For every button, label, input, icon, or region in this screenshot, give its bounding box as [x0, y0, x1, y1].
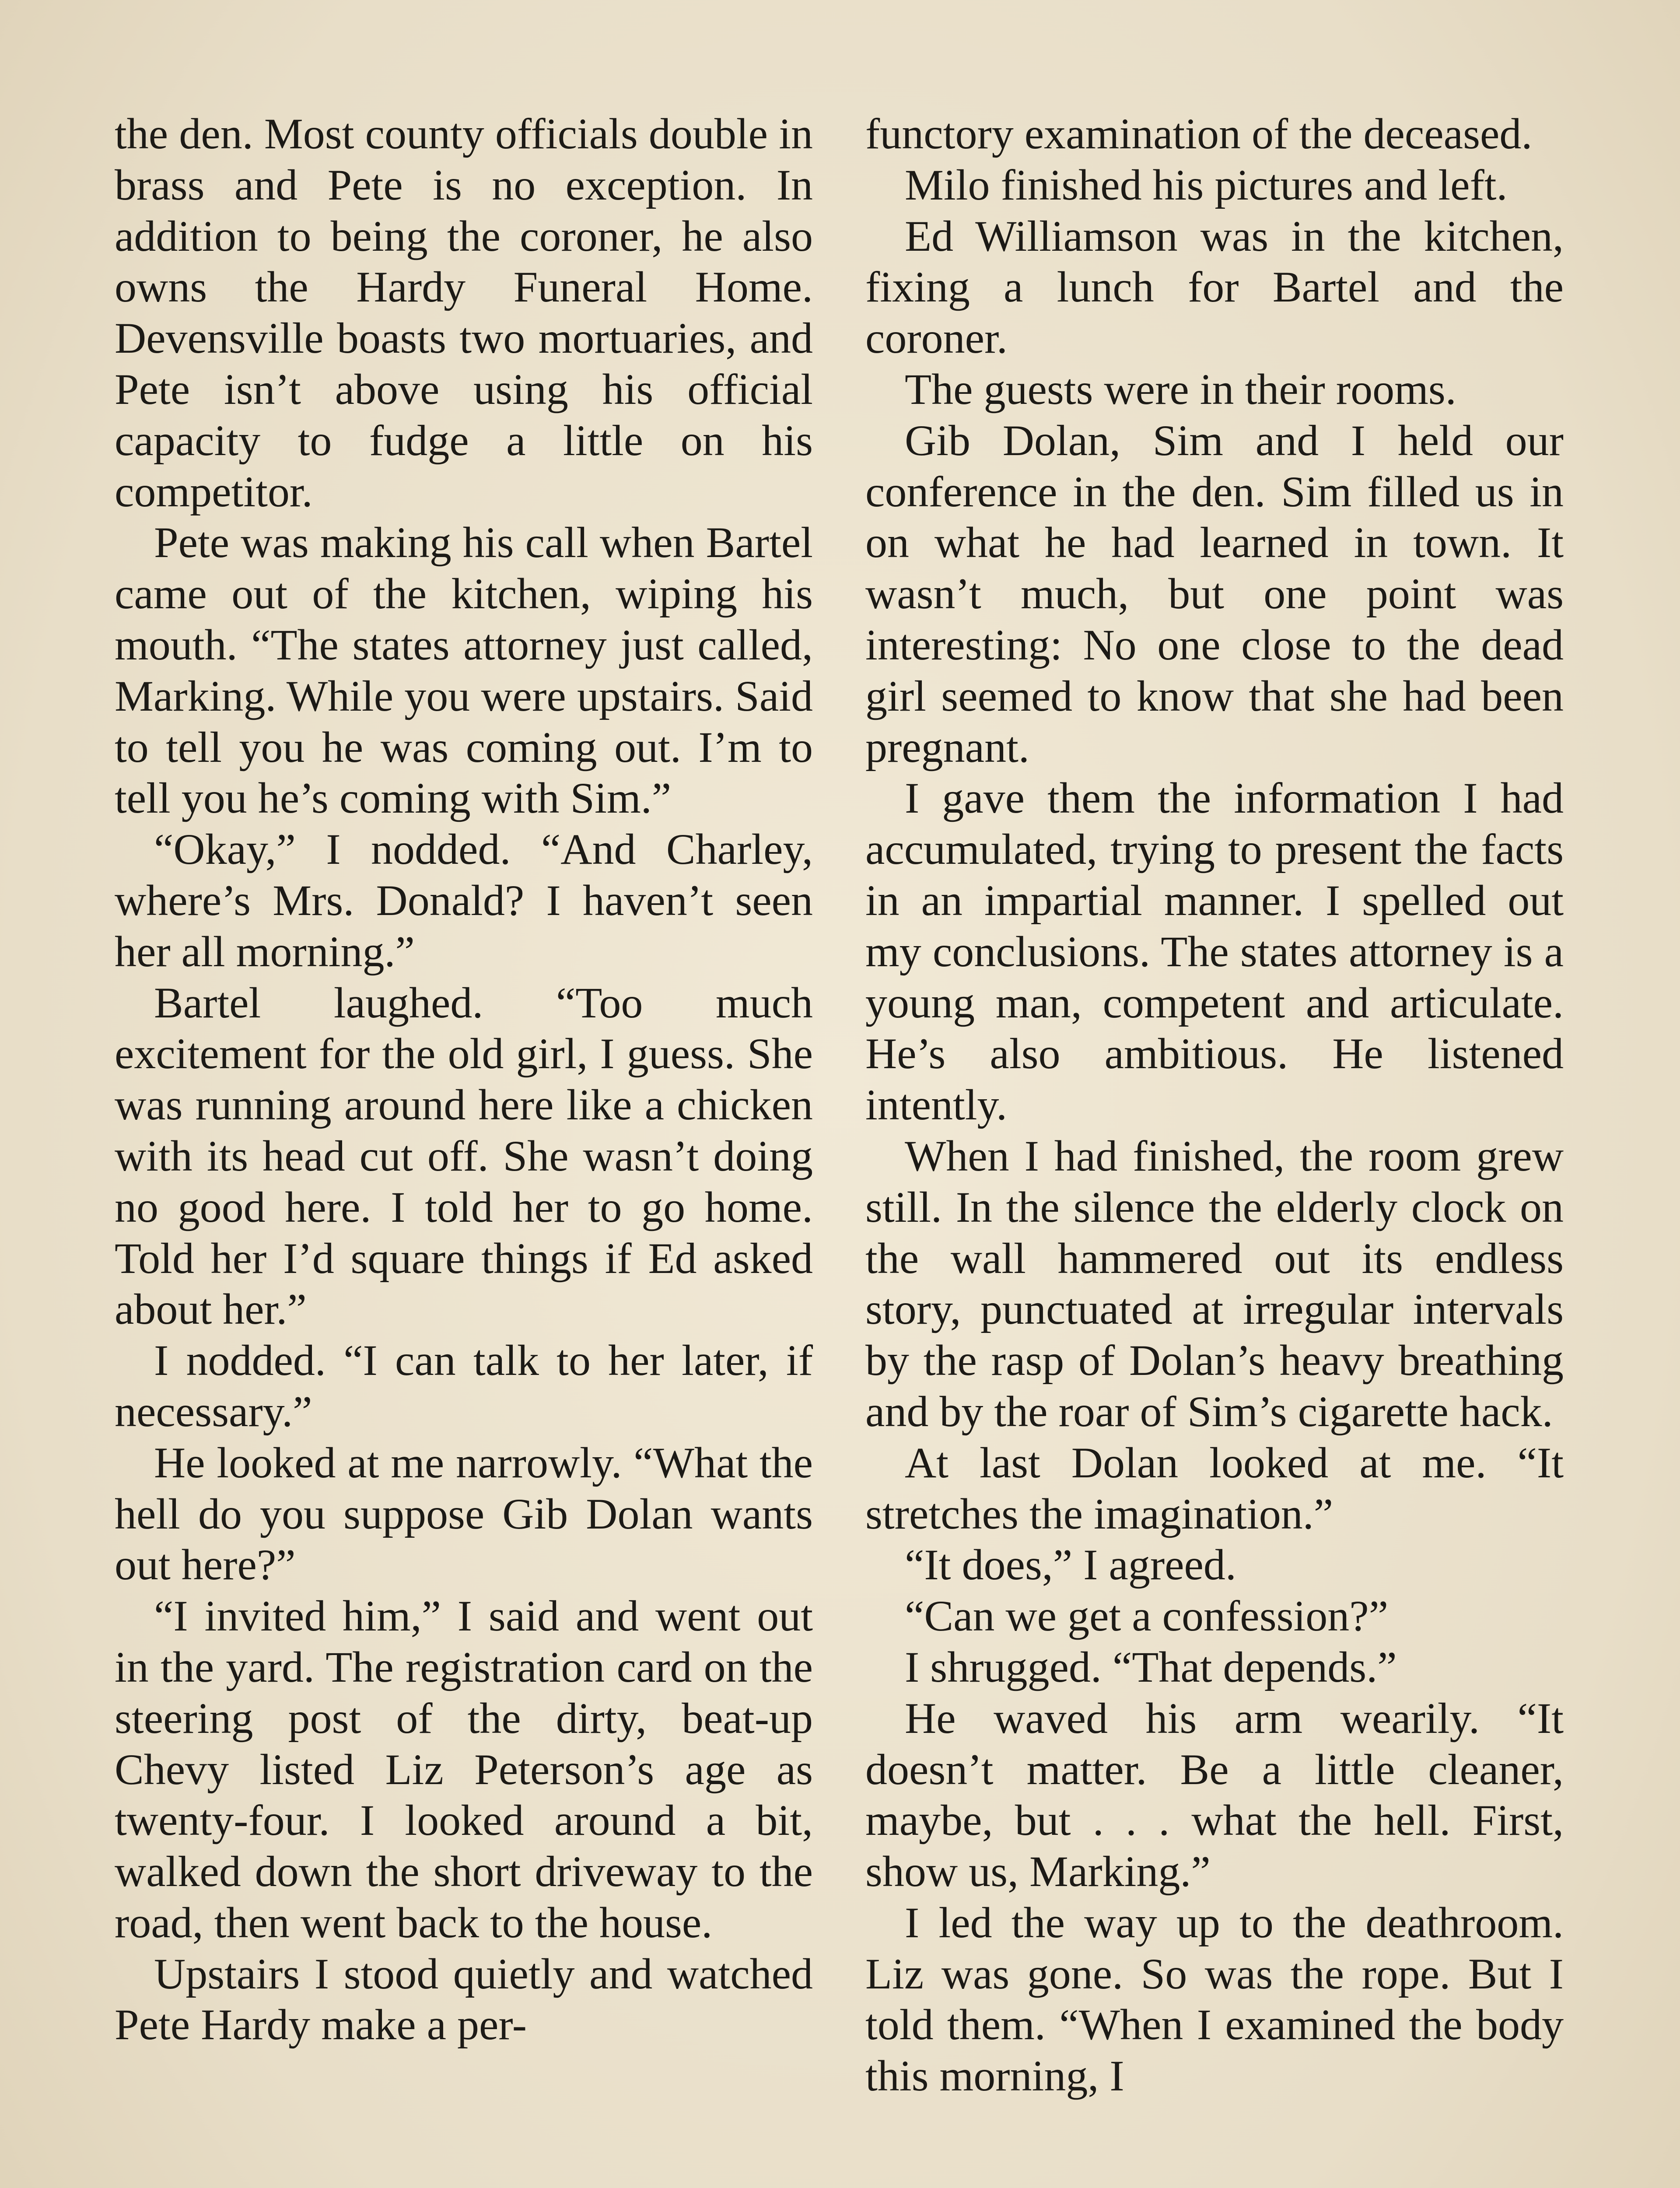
paragraph: He looked at me narrowly. “What the hell do you suppose Gib Dolan wants out here?” [115, 1438, 813, 1589]
paragraph: Gib Dolan, Sim and I held our conference in the den. Sim filled us in on what he had learned in town. It wasn’t much, but one point was interesting: No one close to the dead girl seemed to know that she had been pregnant. [865, 416, 1564, 771]
paragraph: I led the way up to the deathroom. Liz was gone. So was the rope. But I told them. “When I examined the body this morning, I [865, 1898, 1564, 2100]
paragraph: Upstairs I stood quietly and watched Pete Hardy make a per- [115, 1949, 813, 2049]
paragraph: I nodded. “I can talk to her later, if necessary.” [115, 1336, 813, 1436]
paragraph: Bartel laughed. “Too much excitement for the old girl, I guess. She was running around here like a chicken with its head cut off. She wasn’t doing no good here. I told her to go home. Told her I’d square things if Ed asked about her.” [115, 978, 813, 1334]
paragraph: At last Dolan looked at me. “It stretches the imagination.” [865, 1438, 1564, 1538]
paragraph: “Can we get a confession?” [905, 1592, 1389, 1641]
right-column [865, 109, 1564, 2102]
paragraph: When I had finished, the room grew still. In the silence the elderly clock on the wall hammered out its endless story, punctuated at irregular intervals by the rasp of Dolan’s heavy breathing and by the roar of Sim’s cigarette hack. [865, 1131, 1564, 1436]
paragraph: Pete was making his call when Bartel came out of the kitchen, wiping his mouth. “The states attorney just called, Marking. While you were upstairs. Said to tell you he was coming out. I’m to tell you he’s coming with Sim.” [115, 518, 813, 823]
paragraph: The guests were in their rooms. [905, 365, 1456, 414]
paragraph: I gave them the information I had accumulated, trying to present the facts in an impartial manner. I spelled out my conclusions. The states attorney is a young man, competent and articulate. He’s also ambitious. He listened intently. [865, 774, 1564, 1129]
paragraph: functory examination of the deceased. [865, 109, 1533, 158]
left-column [115, 109, 813, 2051]
paragraph: I shrugged. “That depends.” [905, 1642, 1397, 1691]
paragraph: “Okay,” I nodded. “And Charley, where’s Mrs. Donald? I haven’t seen her all morning.” [115, 825, 813, 976]
paragraph: Ed Williamson was in the kitchen, fixing a lunch for Bartel and the coroner. [865, 211, 1564, 363]
paragraph: the den. Most county officials double in brass and Pete is no exception. In addition to being the coroner, he also owns the Hardy Funeral Home. Devensville boasts two mortuaries, and Pete isn’t above using his official capacity to fudge a little on his competitor. [115, 109, 813, 516]
paragraph: Milo finished his pictures and left. [905, 160, 1508, 209]
paragraph: “It does,” I agreed. [905, 1540, 1236, 1589]
paragraph: He waved his arm wearily. “It doesn’t matter. Be a little cleaner, maybe, but . . . what the hell. First, show us, Marking.” [865, 1694, 1564, 1896]
paragraph: “I invited him,” I said and went out in the yard. The registration card on the steering post of the dirty, beat-up Chevy listed Liz Peterson’s age as twenty-four. I looked around a bit, walked down the short driveway to the road, then went back to the house. [115, 1592, 813, 1947]
